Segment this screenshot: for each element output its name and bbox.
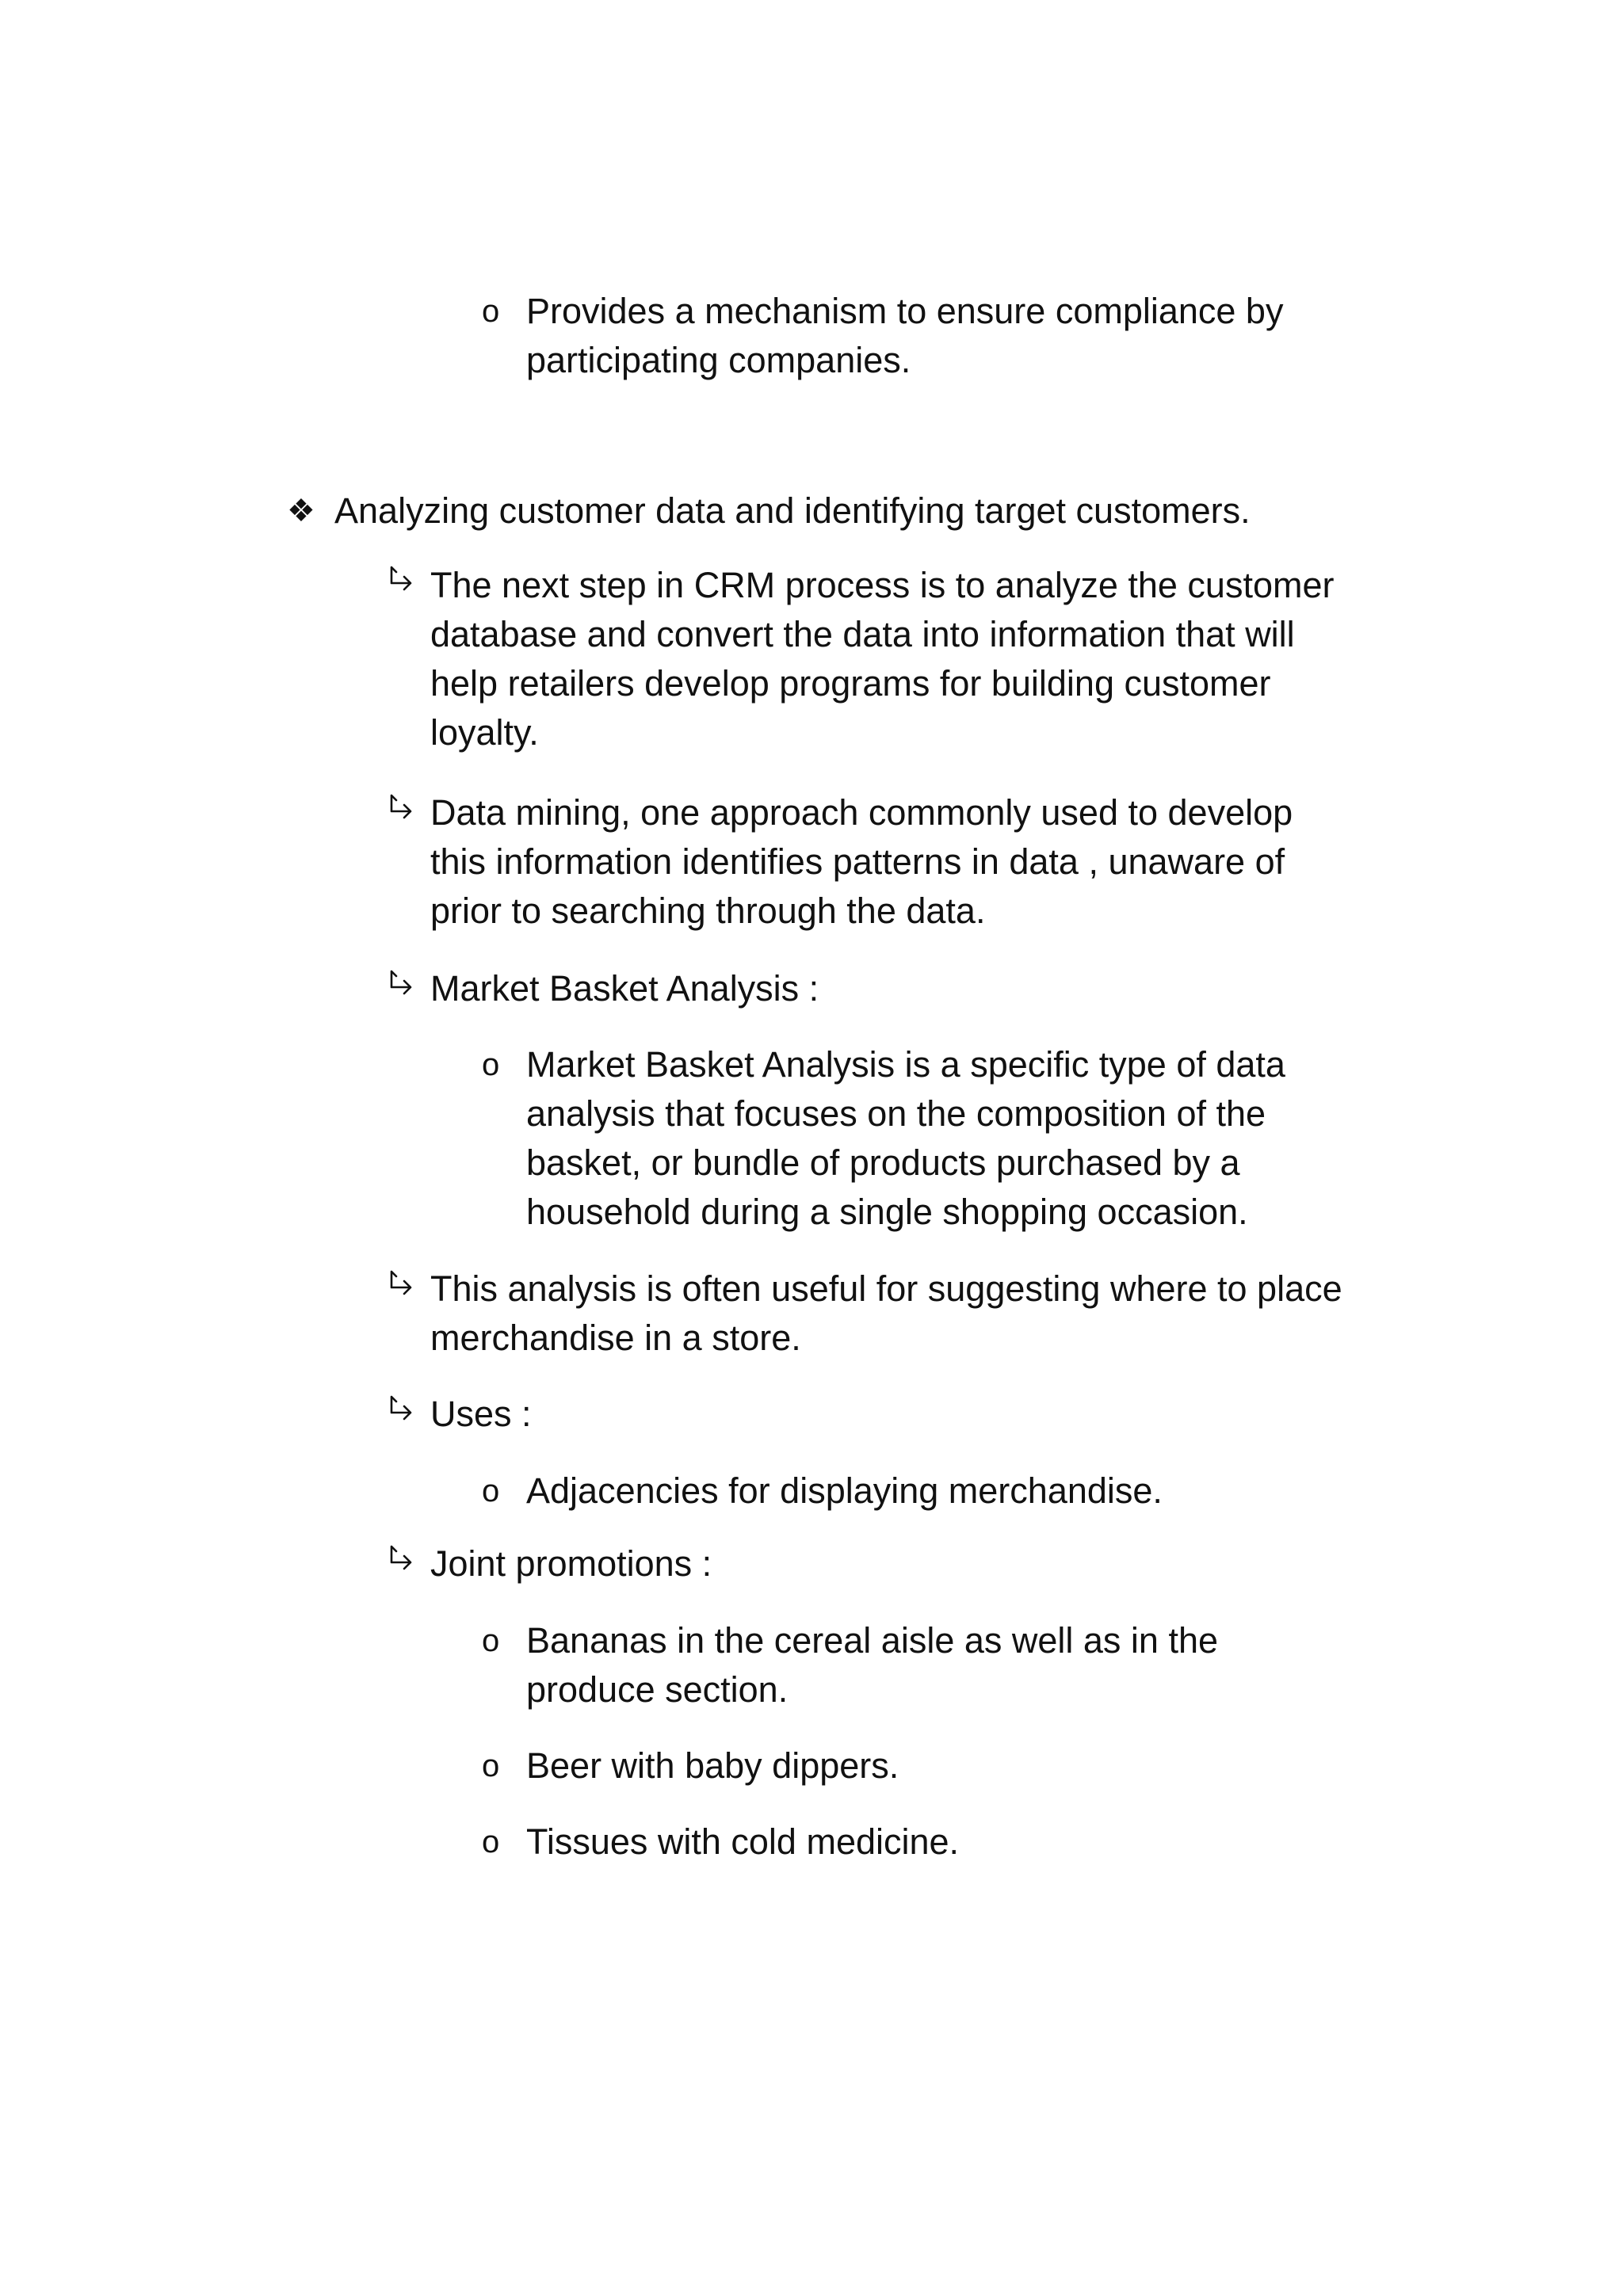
circle-bullet: o — [482, 1825, 500, 1859]
circle-bullet: o — [482, 1474, 500, 1508]
text-line: database and convert the data into information that will — [430, 614, 1295, 654]
text-line: produce section. — [526, 1669, 789, 1710]
arrow-bullet-icon — [385, 1394, 417, 1425]
text-line: Tissues with cold medicine. — [526, 1821, 960, 1862]
text-line: basket, or bundle of products purchased by a — [526, 1142, 1240, 1183]
text-line: Adjacencies for displaying merchandise. — [526, 1470, 1163, 1511]
arrow-bullet-icon — [385, 968, 417, 1000]
section-heading: Analyzing customer data and identifying target customers. — [334, 490, 1251, 531]
text-line: Market Basket Analysis is a specific type of data — [526, 1044, 1285, 1085]
text-line: analysis that focuses on the composition of the — [526, 1093, 1266, 1134]
text-line: Uses : — [430, 1394, 532, 1434]
text-line: This analysis is often useful for suggesting where to place — [430, 1268, 1342, 1309]
text-line: merchandise in a store. — [430, 1318, 801, 1358]
arrow-bullet-icon — [385, 1543, 417, 1575]
text-line: The next step in CRM process is to analyze the customer — [430, 565, 1335, 605]
text-line: this information identifies patterns in data , unaware of — [430, 841, 1285, 882]
text-line: participating companies. — [526, 340, 911, 380]
text-line: loyalty. — [430, 712, 539, 753]
text-line: help retailers develop programs for building customer — [430, 663, 1271, 704]
circle-bullet: o — [482, 1047, 500, 1082]
circle-bullet: o — [482, 1623, 500, 1658]
text-line: household during a single shopping occasion. — [526, 1192, 1248, 1232]
text-line: Market Basket Analysis : — [430, 968, 819, 1009]
circle-bullet: o — [482, 294, 500, 329]
text-line: prior to searching through the data. — [430, 891, 986, 931]
diamond-bullet-icon: ❖ — [287, 494, 315, 528]
text-line: Beer with baby dippers. — [526, 1745, 899, 1786]
text-line: Provides a mechanism to ensure compliance by — [526, 291, 1284, 331]
arrow-bullet-icon — [385, 792, 417, 824]
text-line: Data mining, one approach commonly used to develop — [430, 792, 1293, 833]
arrow-bullet-icon — [385, 1268, 417, 1300]
arrow-bullet-icon — [385, 564, 417, 596]
text-line: Joint promotions : — [430, 1543, 712, 1584]
text-line: Bananas in the cereal aisle as well as in the — [526, 1620, 1219, 1661]
circle-bullet: o — [482, 1749, 500, 1783]
